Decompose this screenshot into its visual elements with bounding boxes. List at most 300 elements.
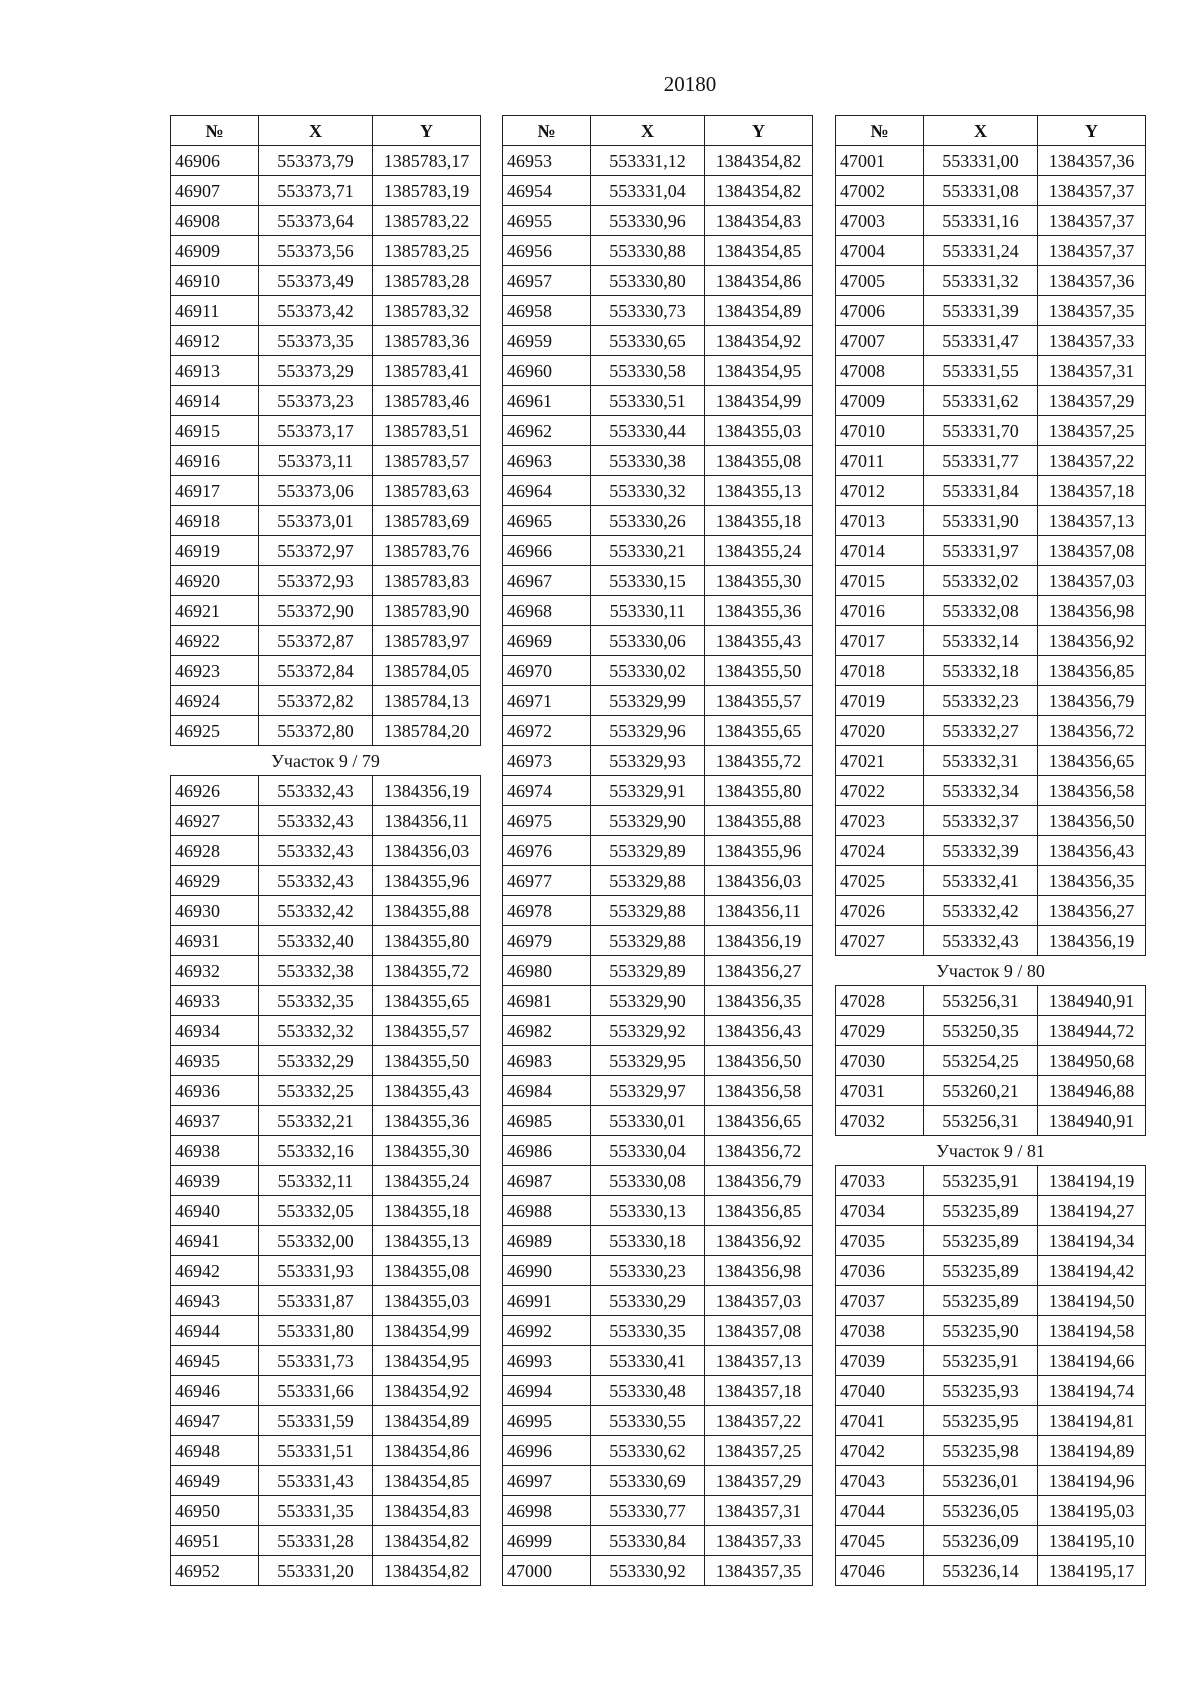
y-coordinate-cell: 1384357,37 [1038,206,1146,236]
table-row [171,1496,481,1526]
x-coordinate-cell: 553331,59 [259,1406,373,1436]
y-coordinate-cell: 1385783,46 [373,386,481,416]
x-coordinate-cell: 553331,97 [924,536,1038,566]
point-number-cell: 46937 [171,1106,259,1136]
x-coordinate-cell: 553330,21 [591,536,705,566]
y-coordinate-cell: 1384354,85 [373,1466,481,1496]
table-row [171,1196,481,1226]
point-number-cell: 46962 [503,416,591,446]
y-coordinate-cell: 1384354,99 [373,1316,481,1346]
point-number-cell: 46948 [171,1436,259,1466]
y-coordinate-cell: 1384355,18 [705,506,813,536]
table-row [171,386,481,416]
point-number-cell: 47024 [836,836,924,866]
table-row [171,1016,481,1046]
x-coordinate-cell: 553332,37 [924,806,1038,836]
table-row [503,1196,813,1226]
x-coordinate-cell: 553330,92 [591,1556,705,1586]
x-coordinate-cell: 553329,97 [591,1076,705,1106]
x-coordinate-cell: 553331,24 [924,236,1038,266]
point-number-cell: 46916 [171,446,259,476]
y-coordinate-cell: 1384357,03 [705,1286,813,1316]
y-coordinate-cell: 1384354,89 [705,296,813,326]
point-number-cell: 47008 [836,356,924,386]
x-coordinate-cell: 553236,14 [924,1556,1038,1586]
y-coordinate-cell: 1384194,27 [1038,1196,1146,1226]
point-number-cell: 46929 [171,866,259,896]
y-coordinate-cell: 1384357,37 [1038,176,1146,206]
point-number-cell: 46947 [171,1406,259,1436]
x-coordinate-cell: 553332,41 [924,866,1038,896]
x-coordinate-cell: 553256,31 [924,986,1038,1016]
x-coordinate-cell: 553330,04 [591,1136,705,1166]
point-number-cell: 46969 [503,626,591,656]
y-coordinate-cell: 1384357,37 [1038,236,1146,266]
point-number-cell: 46961 [503,386,591,416]
point-number-cell: 46942 [171,1256,259,1286]
point-number-cell: 46935 [171,1046,259,1076]
table-row [503,656,813,686]
table-row [836,326,1146,356]
point-number-cell: 46981 [503,986,591,1016]
x-coordinate-cell: 553331,93 [259,1256,373,1286]
coordinates-table-1 [170,115,481,1586]
table-row [171,1406,481,1436]
point-number-cell: 47014 [836,536,924,566]
y-coordinate-cell: 1384354,82 [705,176,813,206]
point-number-cell: 46985 [503,1106,591,1136]
point-number-cell: 46998 [503,1496,591,1526]
table-row [836,1256,1146,1286]
point-number-cell: 47018 [836,656,924,686]
point-number-cell: 46970 [503,656,591,686]
y-coordinate-cell: 1384356,43 [705,1016,813,1046]
x-coordinate-cell: 553330,96 [591,206,705,236]
y-coordinate-cell: 1385783,63 [373,476,481,506]
table-row [503,236,813,266]
section-label: Участок 9 / 80 [836,956,1146,986]
point-number-cell: 47020 [836,716,924,746]
table-row [836,626,1146,656]
x-coordinate-cell: 553331,80 [259,1316,373,1346]
table-row [836,986,1146,1016]
point-number-cell: 46956 [503,236,591,266]
table-row [171,1376,481,1406]
table-row [836,746,1146,776]
x-coordinate-cell: 553331,55 [924,356,1038,386]
table-row [171,506,481,536]
y-coordinate-cell: 1385783,28 [373,266,481,296]
y-coordinate-cell: 1384356,79 [1038,686,1146,716]
table-row [171,1226,481,1256]
table-row [171,806,481,836]
table-row [171,1316,481,1346]
point-number-cell: 47022 [836,776,924,806]
table-row [503,1526,813,1556]
table-row [836,146,1146,176]
table-row [171,1466,481,1496]
x-coordinate-cell: 553331,32 [924,266,1038,296]
table-row [836,716,1146,746]
table-row [503,1136,813,1166]
point-number-cell: 47044 [836,1496,924,1526]
table-row [171,536,481,566]
y-coordinate-cell: 1384357,08 [705,1316,813,1346]
point-number-cell: 47012 [836,476,924,506]
y-coordinate-cell: 1384950,68 [1038,1046,1146,1076]
x-coordinate-cell: 553254,25 [924,1046,1038,1076]
point-number-cell: 46995 [503,1406,591,1436]
table-row [836,1346,1146,1376]
coordinates-table-3 [835,115,1146,1586]
x-coordinate-cell: 553330,13 [591,1196,705,1226]
x-coordinate-cell: 553331,84 [924,476,1038,506]
table-row [503,896,813,926]
header-y: Y [373,116,481,146]
x-coordinate-cell: 553373,29 [259,356,373,386]
point-number-cell: 46953 [503,146,591,176]
x-coordinate-cell: 553372,82 [259,686,373,716]
point-number-cell: 46984 [503,1076,591,1106]
x-coordinate-cell: 553373,71 [259,176,373,206]
x-coordinate-cell: 553329,95 [591,1046,705,1076]
x-coordinate-cell: 553330,18 [591,1226,705,1256]
y-coordinate-cell: 1384355,03 [373,1286,481,1316]
x-coordinate-cell: 553330,69 [591,1466,705,1496]
x-coordinate-cell: 553236,01 [924,1466,1038,1496]
y-coordinate-cell: 1384354,83 [705,206,813,236]
table-header-row [503,116,813,146]
point-number-cell: 47009 [836,386,924,416]
section-row [836,1136,1146,1166]
table-row [836,1046,1146,1076]
point-number-cell: 46950 [171,1496,259,1526]
x-coordinate-cell: 553330,15 [591,566,705,596]
x-coordinate-cell: 553330,38 [591,446,705,476]
table-row [503,446,813,476]
x-coordinate-cell: 553372,84 [259,656,373,686]
point-number-cell: 46940 [171,1196,259,1226]
x-coordinate-cell: 553331,20 [259,1556,373,1586]
table-row [171,416,481,446]
point-number-cell: 47013 [836,506,924,536]
table-row [503,1226,813,1256]
y-coordinate-cell: 1384356,19 [1038,926,1146,956]
point-number-cell: 47029 [836,1016,924,1046]
point-number-cell: 47046 [836,1556,924,1586]
y-coordinate-cell: 1384356,11 [373,806,481,836]
table-row [836,1016,1146,1046]
section-row [171,746,481,776]
header-number: № [171,116,259,146]
y-coordinate-cell: 1384354,92 [373,1376,481,1406]
point-number-cell: 47027 [836,926,924,956]
point-number-cell: 47015 [836,566,924,596]
point-number-cell: 46918 [171,506,259,536]
point-number-cell: 46999 [503,1526,591,1556]
x-coordinate-cell: 553332,43 [259,866,373,896]
point-number-cell: 46939 [171,1166,259,1196]
point-number-cell: 46988 [503,1196,591,1226]
point-number-cell: 46949 [171,1466,259,1496]
table-row [503,206,813,236]
table-row [836,356,1146,386]
x-coordinate-cell: 553330,62 [591,1436,705,1466]
point-number-cell: 47003 [836,206,924,236]
x-coordinate-cell: 553332,18 [924,656,1038,686]
point-number-cell: 46964 [503,476,591,506]
y-coordinate-cell: 1385783,97 [373,626,481,656]
table-row [503,1346,813,1376]
x-coordinate-cell: 553331,43 [259,1466,373,1496]
table-row [171,956,481,986]
x-coordinate-cell: 553236,09 [924,1526,1038,1556]
x-coordinate-cell: 553330,06 [591,626,705,656]
y-coordinate-cell: 1384355,50 [705,656,813,686]
point-number-cell: 46917 [171,476,259,506]
x-coordinate-cell: 553330,73 [591,296,705,326]
table-row [503,926,813,956]
table-row [503,176,813,206]
table-row [171,296,481,326]
y-coordinate-cell: 1385784,05 [373,656,481,686]
table-row [503,1076,813,1106]
table-row [836,266,1146,296]
table-row [503,626,813,656]
point-number-cell: 47036 [836,1256,924,1286]
table-row [836,1166,1146,1196]
point-number-cell: 46946 [171,1376,259,1406]
x-coordinate-cell: 553332,43 [259,836,373,866]
table-row [503,1316,813,1346]
point-number-cell: 46944 [171,1316,259,1346]
x-coordinate-cell: 553235,89 [924,1196,1038,1226]
table-row [503,326,813,356]
y-coordinate-cell: 1384355,18 [373,1196,481,1226]
x-coordinate-cell: 553332,25 [259,1076,373,1106]
point-number-cell: 47028 [836,986,924,1016]
y-coordinate-cell: 1384357,35 [1038,296,1146,326]
y-coordinate-cell: 1384355,57 [373,1016,481,1046]
point-number-cell: 47035 [836,1226,924,1256]
y-coordinate-cell: 1384355,24 [373,1166,481,1196]
table-row [836,446,1146,476]
table-row [171,146,481,176]
point-number-cell: 46913 [171,356,259,386]
y-coordinate-cell: 1385784,20 [373,716,481,746]
table-row [836,806,1146,836]
point-number-cell: 47034 [836,1196,924,1226]
x-coordinate-cell: 553332,00 [259,1226,373,1256]
point-number-cell: 46996 [503,1436,591,1466]
point-number-cell: 46978 [503,896,591,926]
x-coordinate-cell: 553332,32 [259,1016,373,1046]
x-coordinate-cell: 553332,29 [259,1046,373,1076]
point-number-cell: 46910 [171,266,259,296]
x-coordinate-cell: 553331,77 [924,446,1038,476]
point-number-cell: 46932 [171,956,259,986]
x-coordinate-cell: 553235,98 [924,1436,1038,1466]
y-coordinate-cell: 1385783,41 [373,356,481,386]
table-row [171,716,481,746]
point-number-cell: 47016 [836,596,924,626]
point-number-cell: 47004 [836,236,924,266]
point-number-cell: 47006 [836,296,924,326]
y-coordinate-cell: 1384355,36 [705,596,813,626]
y-coordinate-cell: 1384355,08 [705,446,813,476]
point-number-cell: 46966 [503,536,591,566]
table-row [503,416,813,446]
point-number-cell: 46963 [503,446,591,476]
point-number-cell: 47001 [836,146,924,176]
x-coordinate-cell: 553331,62 [924,386,1038,416]
header-number: № [836,116,924,146]
y-coordinate-cell: 1384356,19 [705,926,813,956]
table-row [171,1046,481,1076]
x-coordinate-cell: 553235,91 [924,1346,1038,1376]
table-row [171,1346,481,1376]
point-number-cell: 47017 [836,626,924,656]
table-row [171,176,481,206]
point-number-cell: 46982 [503,1016,591,1046]
y-coordinate-cell: 1385783,69 [373,506,481,536]
table-row [171,1526,481,1556]
point-number-cell: 46907 [171,176,259,206]
x-coordinate-cell: 553331,73 [259,1346,373,1376]
y-coordinate-cell: 1384357,13 [1038,506,1146,536]
point-number-cell: 46993 [503,1346,591,1376]
x-coordinate-cell: 553330,29 [591,1286,705,1316]
y-coordinate-cell: 1384194,96 [1038,1466,1146,1496]
point-number-cell: 46915 [171,416,259,446]
x-coordinate-cell: 553331,39 [924,296,1038,326]
table-row [503,566,813,596]
point-number-cell: 46994 [503,1376,591,1406]
x-coordinate-cell: 553331,90 [924,506,1038,536]
header-y: Y [705,116,813,146]
y-coordinate-cell: 1384354,82 [373,1526,481,1556]
y-coordinate-cell: 1384356,92 [1038,626,1146,656]
x-coordinate-cell: 553329,88 [591,866,705,896]
y-coordinate-cell: 1385783,32 [373,296,481,326]
x-coordinate-cell: 553373,17 [259,416,373,446]
table-row [836,1406,1146,1436]
y-coordinate-cell: 1384946,88 [1038,1076,1146,1106]
table-row [171,266,481,296]
x-coordinate-cell: 553332,43 [259,776,373,806]
y-coordinate-cell: 1384355,72 [705,746,813,776]
x-coordinate-cell: 553373,01 [259,506,373,536]
point-number-cell: 47030 [836,1046,924,1076]
point-number-cell: 46977 [503,866,591,896]
x-coordinate-cell: 553373,64 [259,206,373,236]
x-coordinate-cell: 553235,89 [924,1226,1038,1256]
point-number-cell: 46997 [503,1466,591,1496]
point-number-cell: 47011 [836,446,924,476]
table-row [503,776,813,806]
x-coordinate-cell: 553332,40 [259,926,373,956]
header-x: X [924,116,1038,146]
y-coordinate-cell: 1384355,65 [373,986,481,1016]
point-number-cell: 46955 [503,206,591,236]
y-coordinate-cell: 1385783,19 [373,176,481,206]
point-number-cell: 46983 [503,1046,591,1076]
page-number: 20180 [663,72,717,96]
x-coordinate-cell: 553330,35 [591,1316,705,1346]
point-number-cell: 46972 [503,716,591,746]
table-row [503,1256,813,1286]
point-number-cell: 47019 [836,686,924,716]
x-coordinate-cell: 553332,02 [924,566,1038,596]
x-coordinate-cell: 553332,35 [259,986,373,1016]
table-row [503,716,813,746]
y-coordinate-cell: 1384354,86 [373,1436,481,1466]
point-number-cell: 46943 [171,1286,259,1316]
x-coordinate-cell: 553332,42 [924,896,1038,926]
point-number-cell: 46934 [171,1016,259,1046]
table-row [503,1376,813,1406]
point-number-cell: 47021 [836,746,924,776]
table-row [503,1286,813,1316]
table-row [503,1166,813,1196]
y-coordinate-cell: 1384354,99 [705,386,813,416]
table-row [171,1166,481,1196]
x-coordinate-cell: 553332,31 [924,746,1038,776]
table-row [171,446,481,476]
table-row [836,506,1146,536]
header-y: Y [1038,116,1146,146]
x-coordinate-cell: 553330,51 [591,386,705,416]
point-number-cell: 46967 [503,566,591,596]
x-coordinate-cell: 553373,23 [259,386,373,416]
table-header-row [836,116,1146,146]
point-number-cell: 46980 [503,956,591,986]
table-row [171,356,481,386]
y-coordinate-cell: 1384355,96 [705,836,813,866]
table-row [836,1376,1146,1406]
x-coordinate-cell: 553235,90 [924,1316,1038,1346]
table-row [836,1556,1146,1586]
table-row [503,356,813,386]
y-coordinate-cell: 1384354,82 [705,146,813,176]
section-row [836,956,1146,986]
y-coordinate-cell: 1384357,25 [705,1436,813,1466]
y-coordinate-cell: 1384357,33 [1038,326,1146,356]
x-coordinate-cell: 553235,91 [924,1166,1038,1196]
y-coordinate-cell: 1384356,50 [705,1046,813,1076]
x-coordinate-cell: 553329,91 [591,776,705,806]
x-coordinate-cell: 553330,02 [591,656,705,686]
point-number-cell: 46992 [503,1316,591,1346]
point-number-cell: 46906 [171,146,259,176]
point-number-cell: 47007 [836,326,924,356]
y-coordinate-cell: 1384355,43 [705,626,813,656]
table-row [171,1106,481,1136]
table-row [836,926,1146,956]
table-row [171,476,481,506]
x-coordinate-cell: 553330,77 [591,1496,705,1526]
x-coordinate-cell: 553372,80 [259,716,373,746]
x-coordinate-cell: 553329,88 [591,896,705,926]
y-coordinate-cell: 1384357,22 [1038,446,1146,476]
point-number-cell: 47040 [836,1376,924,1406]
point-number-cell: 47026 [836,896,924,926]
point-number-cell: 46922 [171,626,259,656]
point-number-cell: 47032 [836,1106,924,1136]
table-row [171,1556,481,1586]
y-coordinate-cell: 1384356,03 [373,836,481,866]
y-coordinate-cell: 1384355,96 [373,866,481,896]
